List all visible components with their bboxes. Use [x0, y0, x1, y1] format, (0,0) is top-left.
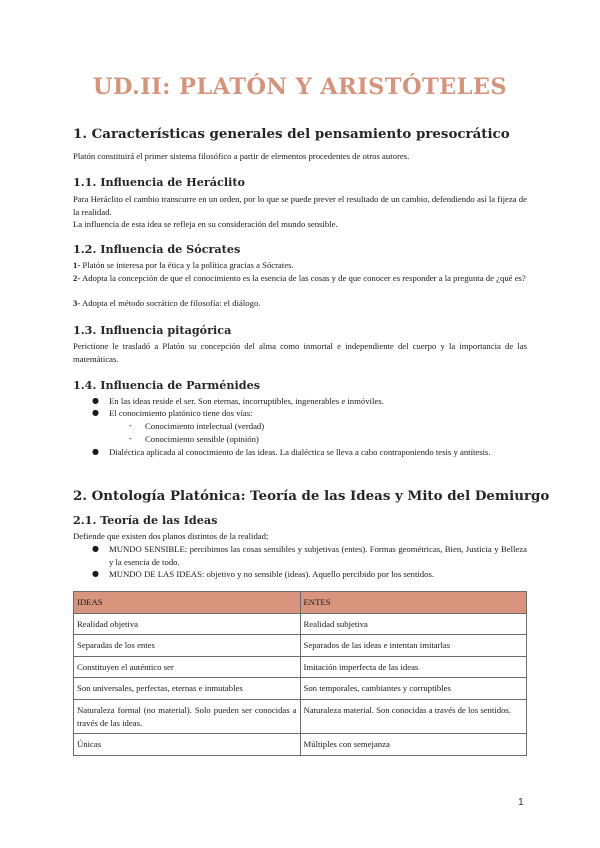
socrates-item-1: 1- Platón se interesa por la ética y la política gracias a Sócrates. [73, 260, 294, 270]
table-header-row [74, 592, 527, 614]
mundo-ideas-bullet: MUNDO DE LAS IDEAS: objetivo y no sensible (ideas). Aquello percibido por los sentidos. [109, 569, 435, 579]
section-1-intro: Platón constituirá el primer sistema filosófico a partir de elementos procedentes de otros autores. [73, 151, 410, 161]
ideas-entes-table [73, 591, 527, 756]
table-cell: Múltiples con semejanza [300, 734, 527, 756]
table-cell: Naturaleza formal (no material). Solo pueden ser conocidas a través de las ideas. [74, 699, 301, 733]
table-cell: Imitación imperfecta de las ideas [300, 656, 527, 678]
document-title: UD.II: PLATÓN Y ARISTÓTELES [92, 74, 508, 100]
dash-icon: - [129, 420, 132, 430]
dash-icon: - [129, 433, 132, 443]
teoria-ideas-heading: 2.1. Teoría de las Ideas [73, 513, 218, 527]
section-1-heading: 1. Características generales del pensamiento presocrático [73, 126, 510, 142]
parmenides-subitem-1: Conocimiento intelectual (verdad) [145, 421, 265, 431]
bullet-icon: ● [92, 396, 99, 405]
parmenides-subitem-2: Conocimiento sensible (opinión) [145, 434, 259, 444]
table-cell: Son temporales, cambiantes y corruptibles [300, 678, 527, 700]
parmenides-bullet-1: En las ideas reside el ser. Son eternas, incorruptibles, ingenerables e inmóviles. [109, 396, 384, 406]
parmenides-bullet-2: El conocimiento platónico tiene dos vías: [109, 408, 253, 418]
table-cell: Son universales, perfectas, eternas e inmutables [74, 678, 301, 700]
table-header-ideas: IDEAS [74, 592, 301, 614]
table-row [74, 635, 527, 657]
table-row [74, 699, 527, 733]
table-row [74, 734, 527, 756]
table-row [74, 678, 527, 700]
table-cell: Naturaleza material. Son conocidas a través de los sentidos. [300, 699, 527, 733]
bullet-icon: ● [92, 447, 99, 456]
table-cell: Únicas [74, 734, 301, 756]
socrates-heading: 1.2. Influencia de Sócrates [73, 242, 241, 256]
table-cell: Constituyen el auténtico ser [74, 656, 301, 678]
parmenides-heading: 1.4. Influencia de Parménides [73, 378, 261, 392]
table-header-entes: ENTES [300, 592, 527, 614]
mundo-sensible-bullet: MUNDO SENSIBLE: percibimos las cosas sensibles y subjetivas (entes). Formas geométricas, Bien, Justicia y Belleza y la esencia de todo. [109, 544, 527, 567]
bullet-icon: ● [92, 408, 99, 417]
teoria-ideas-intro: Defiende que existen dos planos distintos de la realidad; [73, 531, 269, 541]
bullet-icon: ● [92, 544, 99, 553]
table-cell: Realidad subjetiva [300, 613, 527, 635]
heraclito-heading: 1.1. Influencia de Heráclito [73, 175, 245, 189]
table-row [74, 656, 527, 678]
section-2-heading: 2. Ontología Platónica: Teoría de las Ideas y Mito del Demiurgo [73, 488, 550, 504]
heraclito-line-1: Para Heráclito el cambio transcurre en un orden, por lo que se puede prever el resultado de un cambio, defendiendo así la fijeza de la realidad. [73, 194, 527, 217]
parmenides-bullet-3: Dialéctica aplicada al conocimiento de las ideas. La dialéctica se lleva a cabo contraponiendo tesis y antítesis. [109, 447, 491, 457]
table-row [74, 613, 527, 635]
heraclito-line-2: La influencia de esta idea se refleja en su consideración del mundo sensible. [73, 219, 338, 229]
table-cell: Separados de las ideas e intentan imitarlas [300, 635, 527, 657]
bullet-icon: ● [92, 569, 99, 578]
pitagorica-heading: 1.3. Influencia pitagórica [73, 323, 232, 337]
socrates-item-2: 2- Adopta la concepción de que el conocimiento es la esencia de las cosas y de que conocer es responder a la pregunta de ¿qué es? [73, 273, 526, 283]
page-number: 1 [518, 796, 524, 808]
table-cell: Realidad objetiva [74, 613, 301, 635]
socrates-item-3: 3- Adopta el método socrático de filosofía: el diálogo. [73, 298, 261, 308]
table-cell: Separadas de los entes [74, 635, 301, 657]
pitagorica-text: Perictione le trasladó a Platón su concepción del alma como inmortal e independiente del cuerpo y la importancia de las matemáticas. [73, 341, 527, 364]
